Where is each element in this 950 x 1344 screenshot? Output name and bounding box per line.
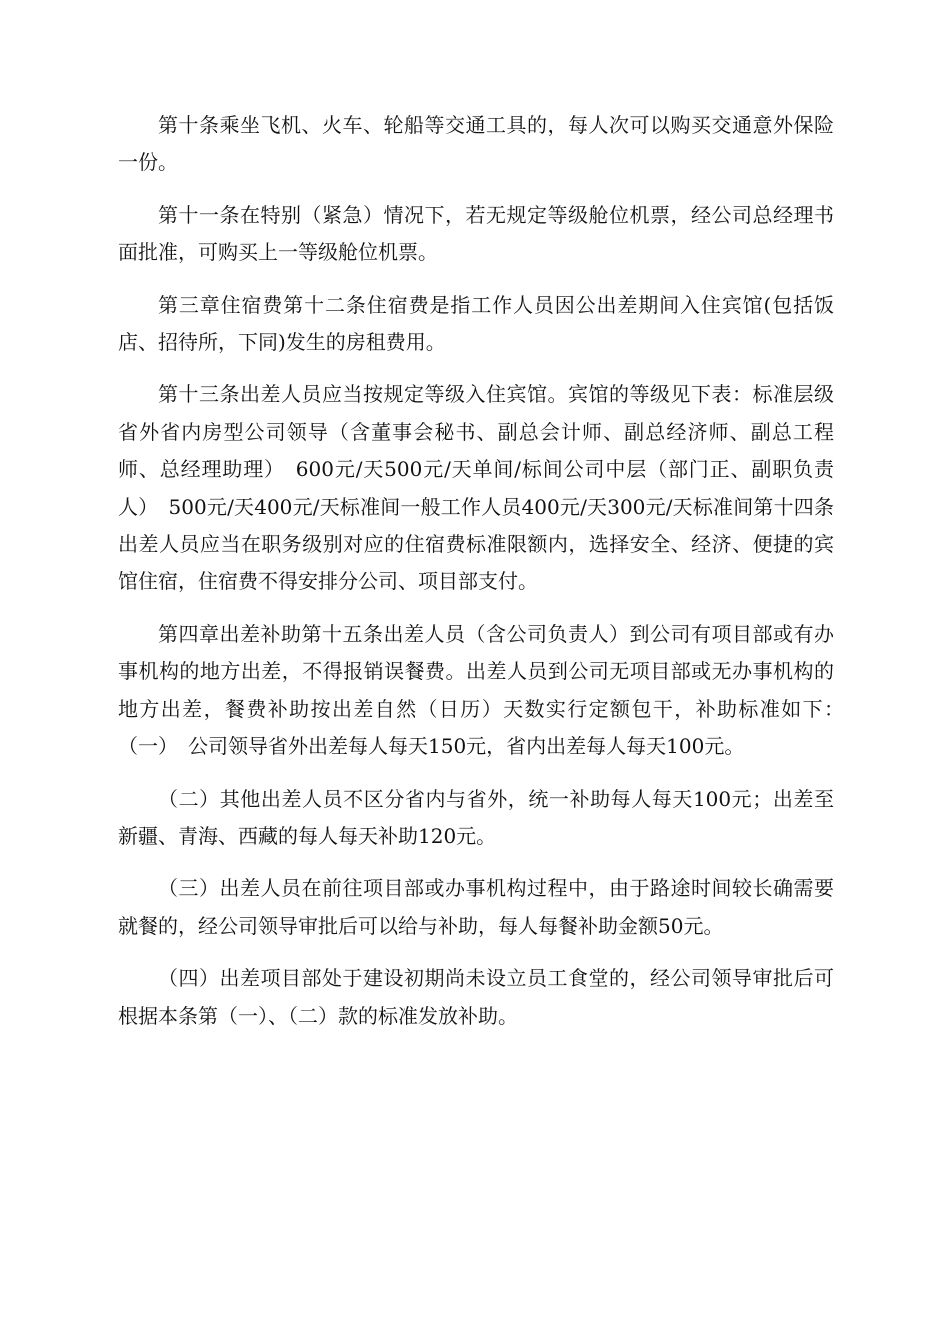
- clause-4-paragraph: （四）出差项目部处于建设初期尚未设立员工食堂的，经公司领导审批后可根据本条第（一）、（二）款的标准发放补助。: [118, 966, 834, 1028]
- chapter-3-article-12-paragraph: 第三章住宿费第十二条住宿费是指工作人员因公出差期间入住宾馆(包括饭店、招待所，下同)发生的房租费用。: [118, 292, 834, 355]
- article-10-paragraph: 第十条乘坐飞机、火车、轮船等交通工具的，每人次可以购买交通意外保险一份。: [118, 113, 834, 175]
- document-body: [118, 107, 854, 1035]
- article-13-14-paragraph: 第十三条出差人员应当按规定等级入住宾馆。宾馆的等级见下表：标准层级省外省内房型公司领导（含董事会秘书、副总会计师、副总经济师、副总工程师、总经理助理） 600元/天500元/天单间/标间公司中层（部门正、副职负责人） 500元/天400元/天标准间一般工作人员400元/天300元/天标准间第十四条出差人员应当在职务级别对应的住宿费标准限额内，选择安全、经济、便捷的宾馆住宿，住宿费不得安排分公司、项目部支付。: [118, 382, 834, 594]
- clause-3-paragraph: （三）出差人员在前往项目部或办事机构过程中，由于路途时间较长确需要就餐的，经公司领导审批后可以给与补助，每人每餐补助金额50元。: [118, 876, 834, 938]
- clause-2-paragraph: （二）其他出差人员不区分省内与省外，统一补助每人每天100元；出差至新疆、青海、西藏的每人每天补助120元。: [118, 786, 834, 848]
- article-11-paragraph: 第十一条在特别（紧急）情况下，若无规定等级舱位机票，经公司总经理书面批准，可购买上一等级舱位机票。: [118, 202, 834, 265]
- chapter-4-article-15-paragraph: 第四章出差补助第十五条出差人员（含公司负责人）到公司有项目部或有办事机构的地方出差，不得报销误餐费。出差人员到公司无项目部或无办事机构的地方出差，餐费补助按出差自然（日历）天数实行定额包干，补助标准如下： （一） 公司领导省外出差每人每天150元，省内出差每人每天100元。: [118, 621, 854, 759]
